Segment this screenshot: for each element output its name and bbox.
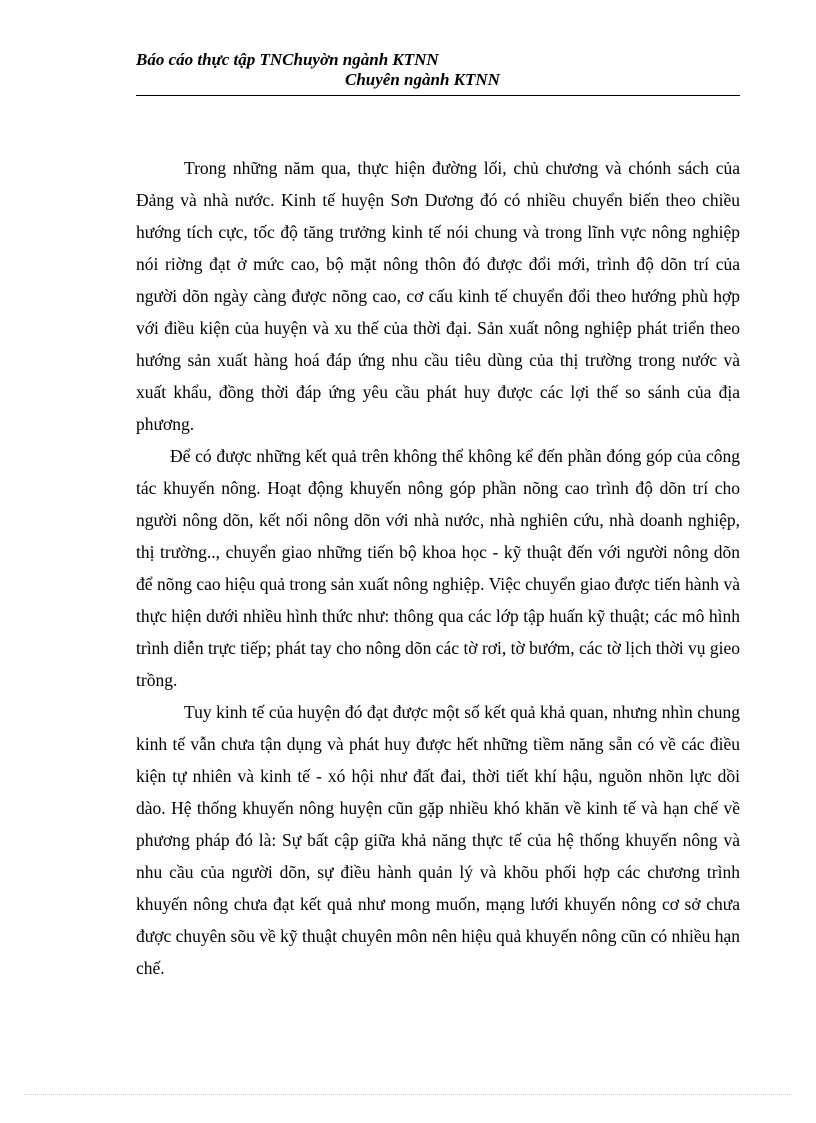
header-title-line-2: Chuyên ngành KTNN	[345, 70, 500, 89]
paragraph-2: Để có được những kết quả trên không thể không kể đến phần đóng góp của công tác khuyến nông. Hoạt động khuyến nông góp phần nõng cao trình độ dõn trí cho người nông dõn, kết nối nông dõn với nhà nước, nhà nghiên cứu, nhà doanh nghiệp, thị trường.., chuyển giao những tiến bộ khoa học - kỹ thuật đến với người nông dõn để nõng cao hiệu quả trong sản xuất nông nghiệp. Việc chuyển giao được tiến hành và thực hiện dưới nhiều hình thức như: thông qua các lớp tập huấn kỹ thuật; các mô hình trình diễn trực tiếp; phát tay cho nông dõn các tờ rơi, tờ bướm, các tờ lịch thời vụ gieo trồng.	[136, 446, 740, 690]
page-header	[136, 50, 740, 96]
page-bottom-divider	[24, 1094, 792, 1095]
paragraph-3: Tuy kinh tế của huyện đó đạt được một số kết quả khả quan, nhưng nhìn chung kinh tế vẫn chưa tận dụng và phát huy được hết những tiềm năng sẵn có về các điều kiện tự nhiên và kinh tế - xó hội như đất đai, thời tiết khí hậu, nguồn nhõn lực dồi dào. Hệ thống khuyến nông huyện cũn gặp nhiều khó khăn về kinh tế và hạn chế về phương pháp đó là: Sự bất cập giữa khả năng thực tế của hệ thống khuyến nông và nhu cầu của người dõn, sự điều hành quản lý và khõu phối hợp các chương trình khuyến nông chưa đạt kết quả như mong muốn, mạng lưới khuyến nông cơ sở chưa được chuyên sõu về kỹ thuật chuyên môn nên hiệu quả khuyến nông cũn có nhiều hạn chế.	[136, 702, 740, 978]
header-title-line-1: Báo cáo thực tập TNChuyờn ngành KTNN	[136, 50, 439, 69]
document-body	[136, 152, 740, 984]
paragraph-1: Trong những năm qua, thực hiện đường lối, chủ chương và chónh sách của Đảng và nhà nước. Kinh tế huyện Sơn Dương đó có nhiều chuyển biến theo chiều hướng tích cực, tốc độ tăng trưởng kinh tế nói chung và trong lĩnh vực nông nghiệp nói riờng đạt ở mức cao, bộ mặt nông thôn đó được đổi mới, trình độ dõn trí của người dõn ngày càng được nõng cao, cơ cấu kinh tế chuyển đổi theo hướng phù hợp với điều kiện của huyện và xu thế của thời đại. Sản xuất nông nghiệp phát triển theo hướng sản xuất hàng hoá đáp ứng nhu cầu tiêu dùng của thị trường trong nước và xuất khẩu, đồng thời đáp ứng yêu cầu phát huy được các lợi thế so sánh của địa phương.	[136, 158, 740, 434]
